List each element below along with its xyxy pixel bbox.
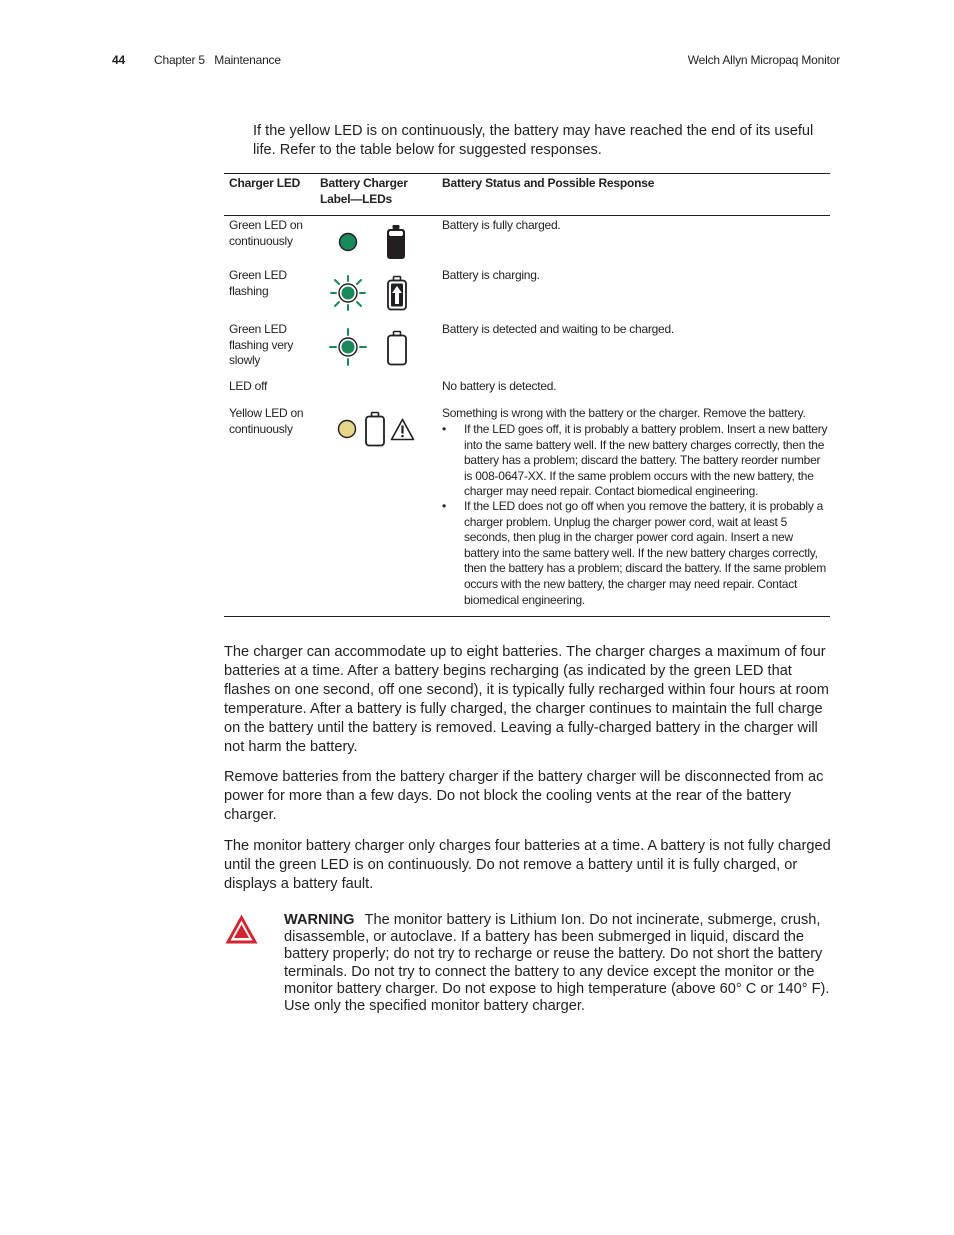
warning-label: WARNING <box>284 912 355 928</box>
battery-full-icon <box>385 224 407 260</box>
header-label-leds: Battery Charger Label—LEDs <box>320 176 408 206</box>
row-4-status: No battery is detected. <box>442 379 557 393</box>
row-5-status: Something is wrong with the battery or the charger. Remove the battery. <box>442 406 806 420</box>
table-header-rule <box>224 215 830 216</box>
led-slow-flash-icon <box>329 328 367 366</box>
bullet-text: If the LED goes off, it is probably a battery problem. Insert a new battery into the same battery well. If the new battery charges correctly, then the battery has a problem; discard the battery. The battery reorder number is 008-0647-XX. If the same problem occurs with the new battery, the charger may need repair. Contact biomedical engineering. <box>464 422 828 499</box>
table-bottom-rule <box>224 616 830 617</box>
warning-text: The monitor battery is Lithium Ion. Do not incinerate, submerge, crush, disassemble, or autoclave. If a battery has been submerged in liquid, discard the battery properly; do not try to recharge or reuse the battery. Do not short the battery terminals. Do not try to connect the battery to any device except the monitor or the monitor battery charger. Do not expose to high temperature (above 60° C or 140° F). Use only the specified monitor battery charger. <box>284 912 830 1015</box>
header-status: Battery Status and Possible Response <box>442 176 655 190</box>
bullet-text: If the LED does not go off when you remove the battery, it is probably a charger problem. Unplug the charger power cord, wait at least 5 seconds, then plug in the charger power cord again. Insert a new battery into the same battery well. If the new battery charges correctly, then the battery has a problem; discard the battery. If the same problem occurs with the new battery, the charger may need repair. Contact biomedical engineering. <box>464 499 826 607</box>
paragraph: The monitor battery charger only charges four batteries at a time. A battery is not fully charged until the green LED is on continuously. Do not remove a battery until it is fully charged, or displays a battery fault. <box>224 838 831 892</box>
page-number: 44 <box>112 53 125 67</box>
chapter-title: Chapter 5 Maintenance <box>154 53 281 67</box>
paragraph: Remove batteries from the battery charger if the battery charger will be disconnected from ac power for more than a few days. Do not block the cooling vents at the rear of the battery charger. <box>224 769 824 823</box>
led-flashing-icon <box>329 274 367 312</box>
led-circle-icon <box>336 418 358 440</box>
row-4-led: LED off <box>229 379 268 393</box>
battery-charging-icon <box>386 275 408 311</box>
row-3-led: Green LED flashing very slowly <box>229 322 294 368</box>
battery-empty-icon <box>364 411 386 447</box>
intro-paragraph: If the yellow LED is on continuously, the battery may have reached the end of its useful life. Refer to the table below for suggested responses. <box>253 123 814 158</box>
row-1-status: Battery is fully charged. <box>442 218 561 232</box>
bullet-marker: • <box>442 499 446 513</box>
row-1-led: Green LED on continuously <box>229 218 303 248</box>
row-2-led: Green LED flashing <box>229 268 287 298</box>
row-3-status: Battery is detected and waiting to be charged. <box>442 322 674 336</box>
row-2-status: Battery is charging. <box>442 268 540 282</box>
paragraph: The charger can accommodate up to eight batteries. The charger charges a maximum of four batteries at a time. After a battery begins recharging (as indicated by the green LED that flashes on one second, off one second), it is typically fully recharged within four hours at room temperature. After a battery is fully charged, the charger continues to maintain the full charge on the battery until the battery is removed. Leaving a fully-charged battery in the charger will not harm the battery. <box>224 644 829 755</box>
book-title: Welch Allyn Micropaq Monitor <box>687 53 840 67</box>
row-5-led: Yellow LED on continuously <box>229 406 304 436</box>
warning-triangle-icon <box>224 913 259 945</box>
bullet-marker: • <box>442 422 446 436</box>
led-circle-icon <box>337 231 359 253</box>
battery-empty-icon <box>386 330 408 366</box>
header-charger-led: Charger LED <box>229 176 301 190</box>
table-top-rule <box>224 173 830 174</box>
caution-triangle-icon <box>390 418 415 441</box>
warning-block <box>284 912 836 1015</box>
